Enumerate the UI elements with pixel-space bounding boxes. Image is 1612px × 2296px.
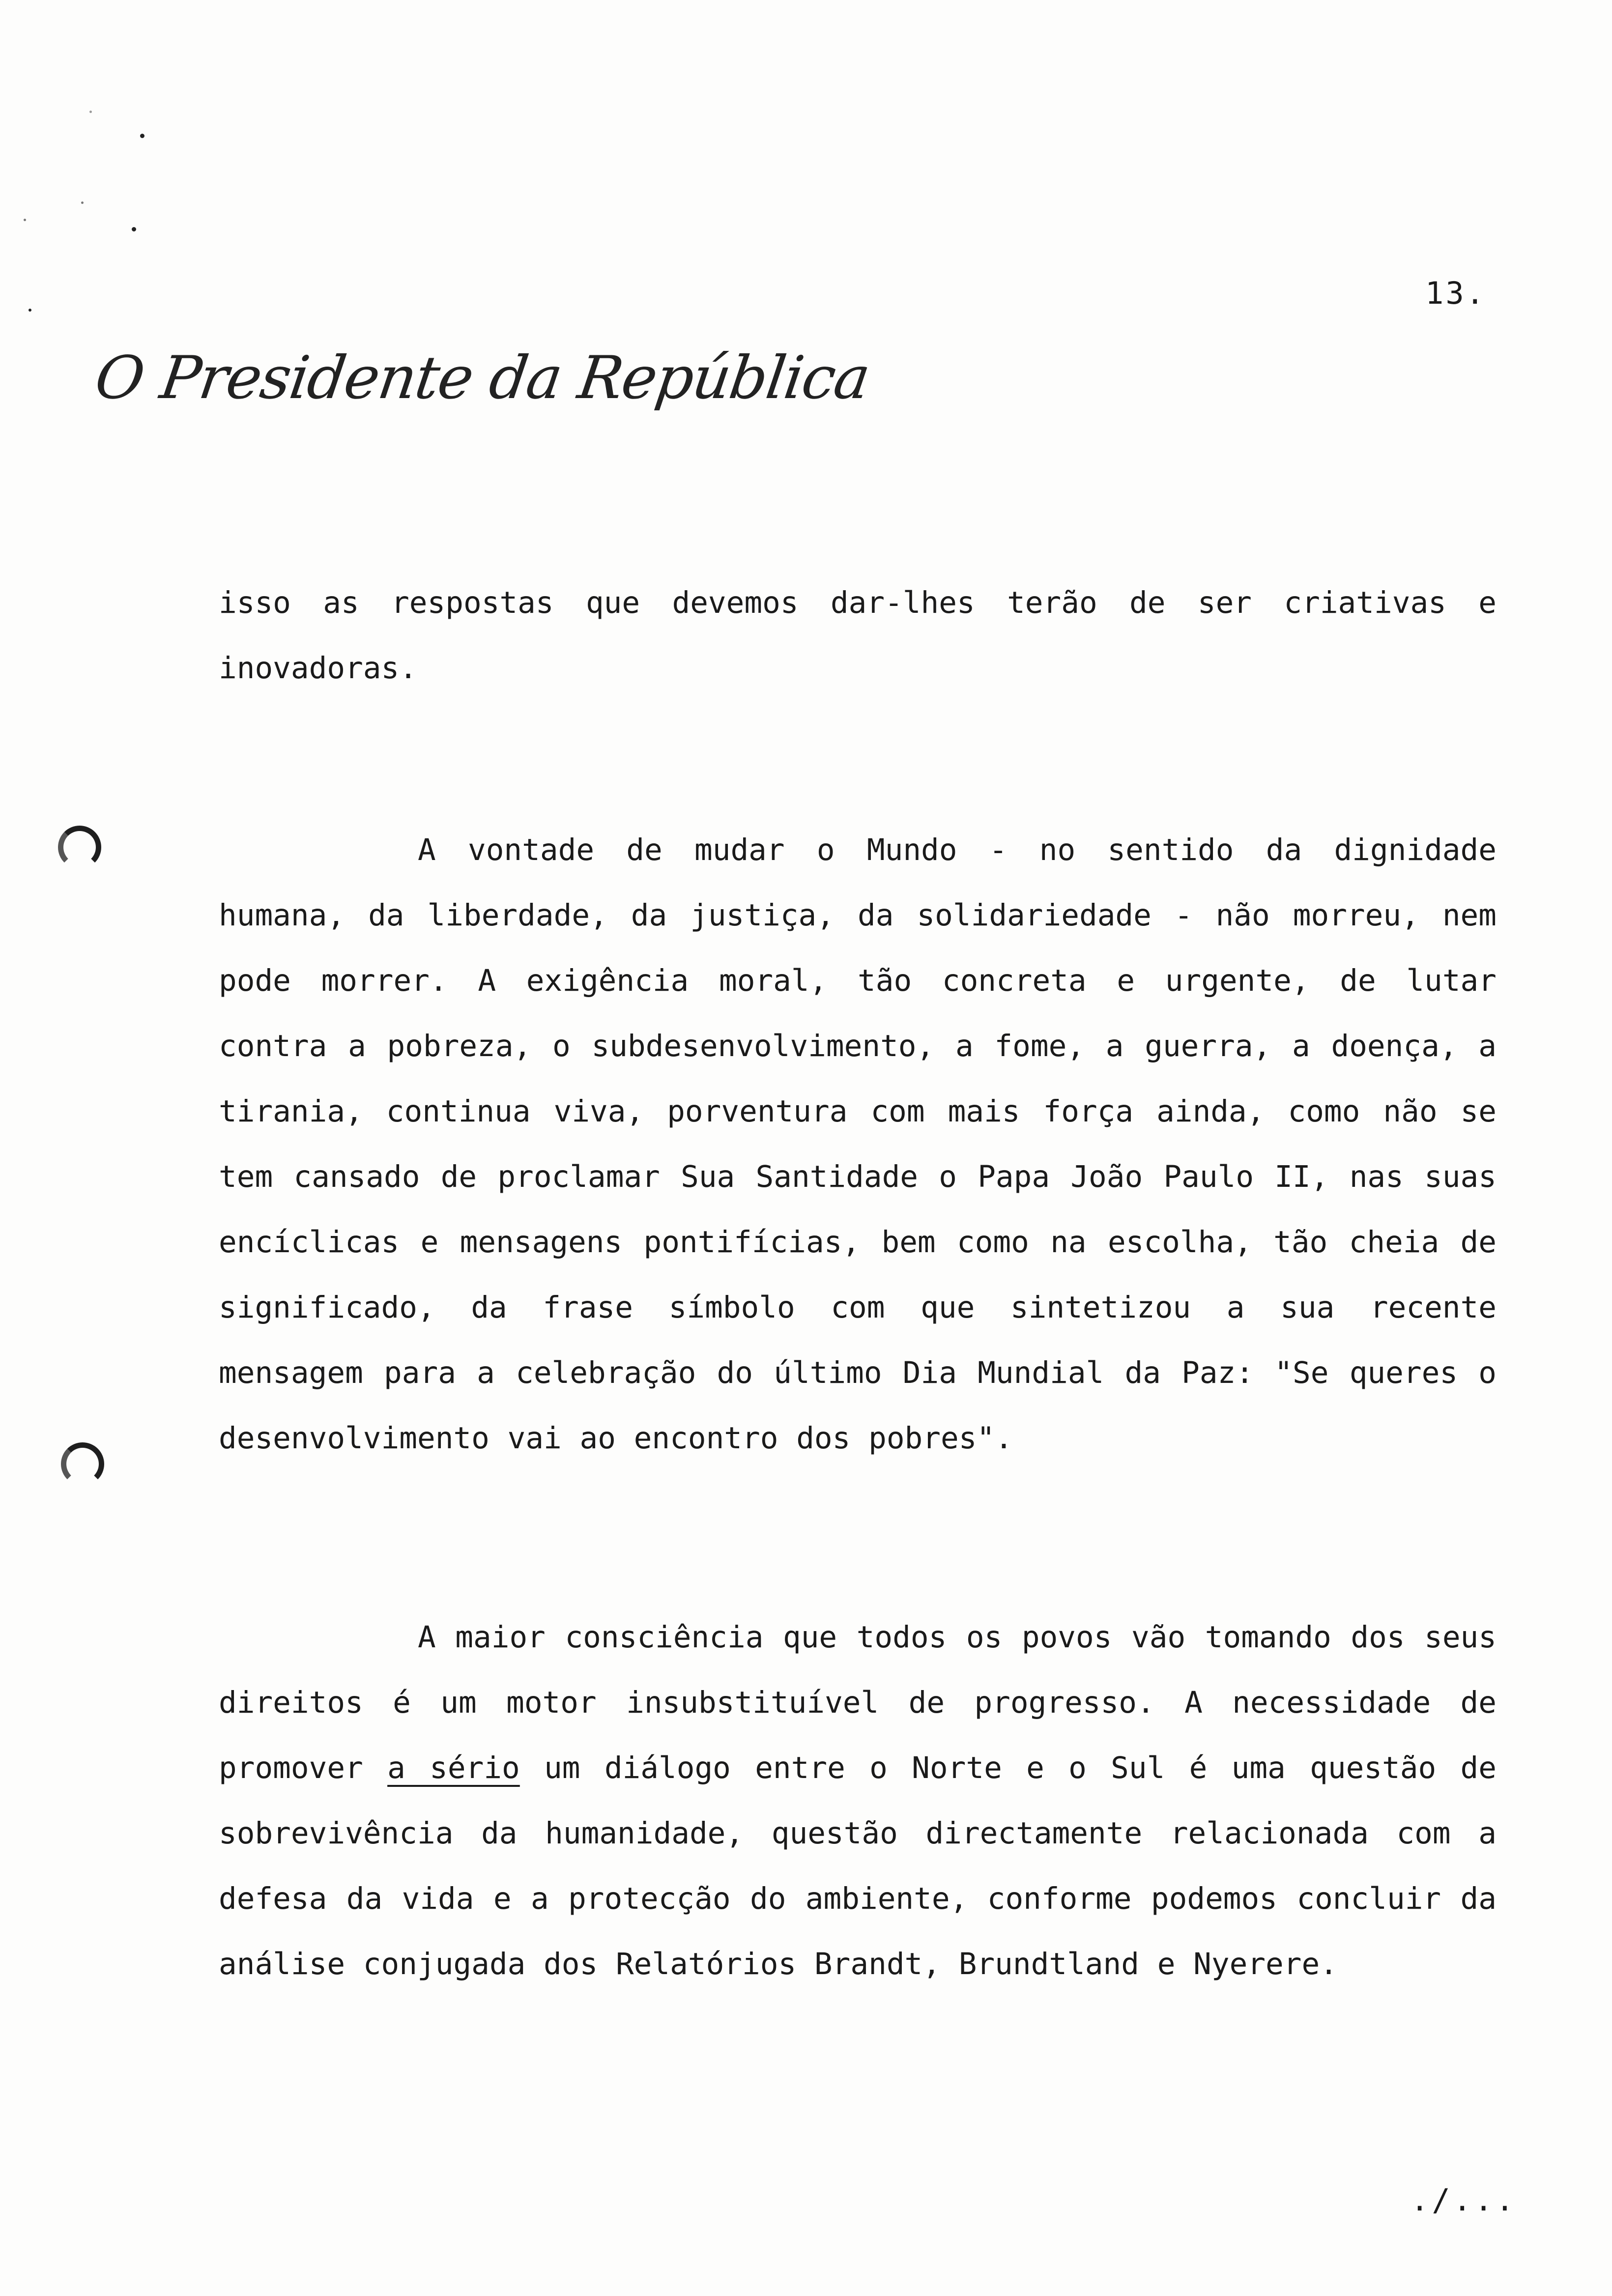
paragraph-vontade-de-mudar [219, 817, 1497, 1471]
scan-speck [132, 227, 136, 231]
scan-speck [89, 111, 92, 113]
punch-hole-icon [58, 826, 101, 869]
paragraph-text-before: A maior consciência que todos os povos vão tomando dos seus direitos é um motor insubstituível de progresso. A necessidade de promover [219, 1620, 1497, 1785]
paragraph-text [219, 1605, 1497, 1997]
scan-speck [24, 219, 26, 221]
scan-speck [81, 201, 84, 204]
paragraph-text: isso as respostas que devemos dar-lhes terão de ser criativas e inovadoras. [219, 585, 1497, 686]
scan-speck [140, 134, 144, 138]
paragraph-continuation [219, 570, 1497, 701]
scan-speck [29, 309, 31, 312]
punch-hole-icon [61, 1442, 104, 1486]
underlined-phrase: a sério [387, 1751, 520, 1785]
page-number: 13. [1425, 275, 1486, 311]
continuation-mark: ./... [1410, 2182, 1517, 2218]
paragraph-maior-consciencia [219, 1605, 1497, 1997]
paragraph-text-after: um diálogo entre o Norte e o Sul é uma questão de sobrevivência da humanidade, questão directamente relacionada com a defesa da vida e a protecção do ambiente, conforme podemos concluir da análise conjugada dos Relatórios Brandt, Brundtland e Nyerere. [219, 1751, 1497, 1981]
paragraph-text: A vontade de mudar o Mundo - no sentido da dignidade humana, da liberdade, da justiça, da solidariedade - não morreu, nem pode morrer. A exigência moral, tão concreta e urgente, de lutar contra a pobreza, o subdesenvolvimento, a fome, a guerra, a doença, a tirania, continua viva, porventura com mais força ainda, como não se tem cansado de proclamar Sua Santidade o Papa João Paulo II, nas suas encíclicas e mensagens pontifícias, bem como na escolha, tão cheia de significado, da frase símbolo com que sintetizou a sua recente mensagem para a celebração do último Dia Mundial da Paz: "Se queres o desenvolvimento vai ao encontro dos pobres". [219, 832, 1497, 1456]
letterhead-presidente-da-republica: O Presidente da República [91, 344, 874, 412]
